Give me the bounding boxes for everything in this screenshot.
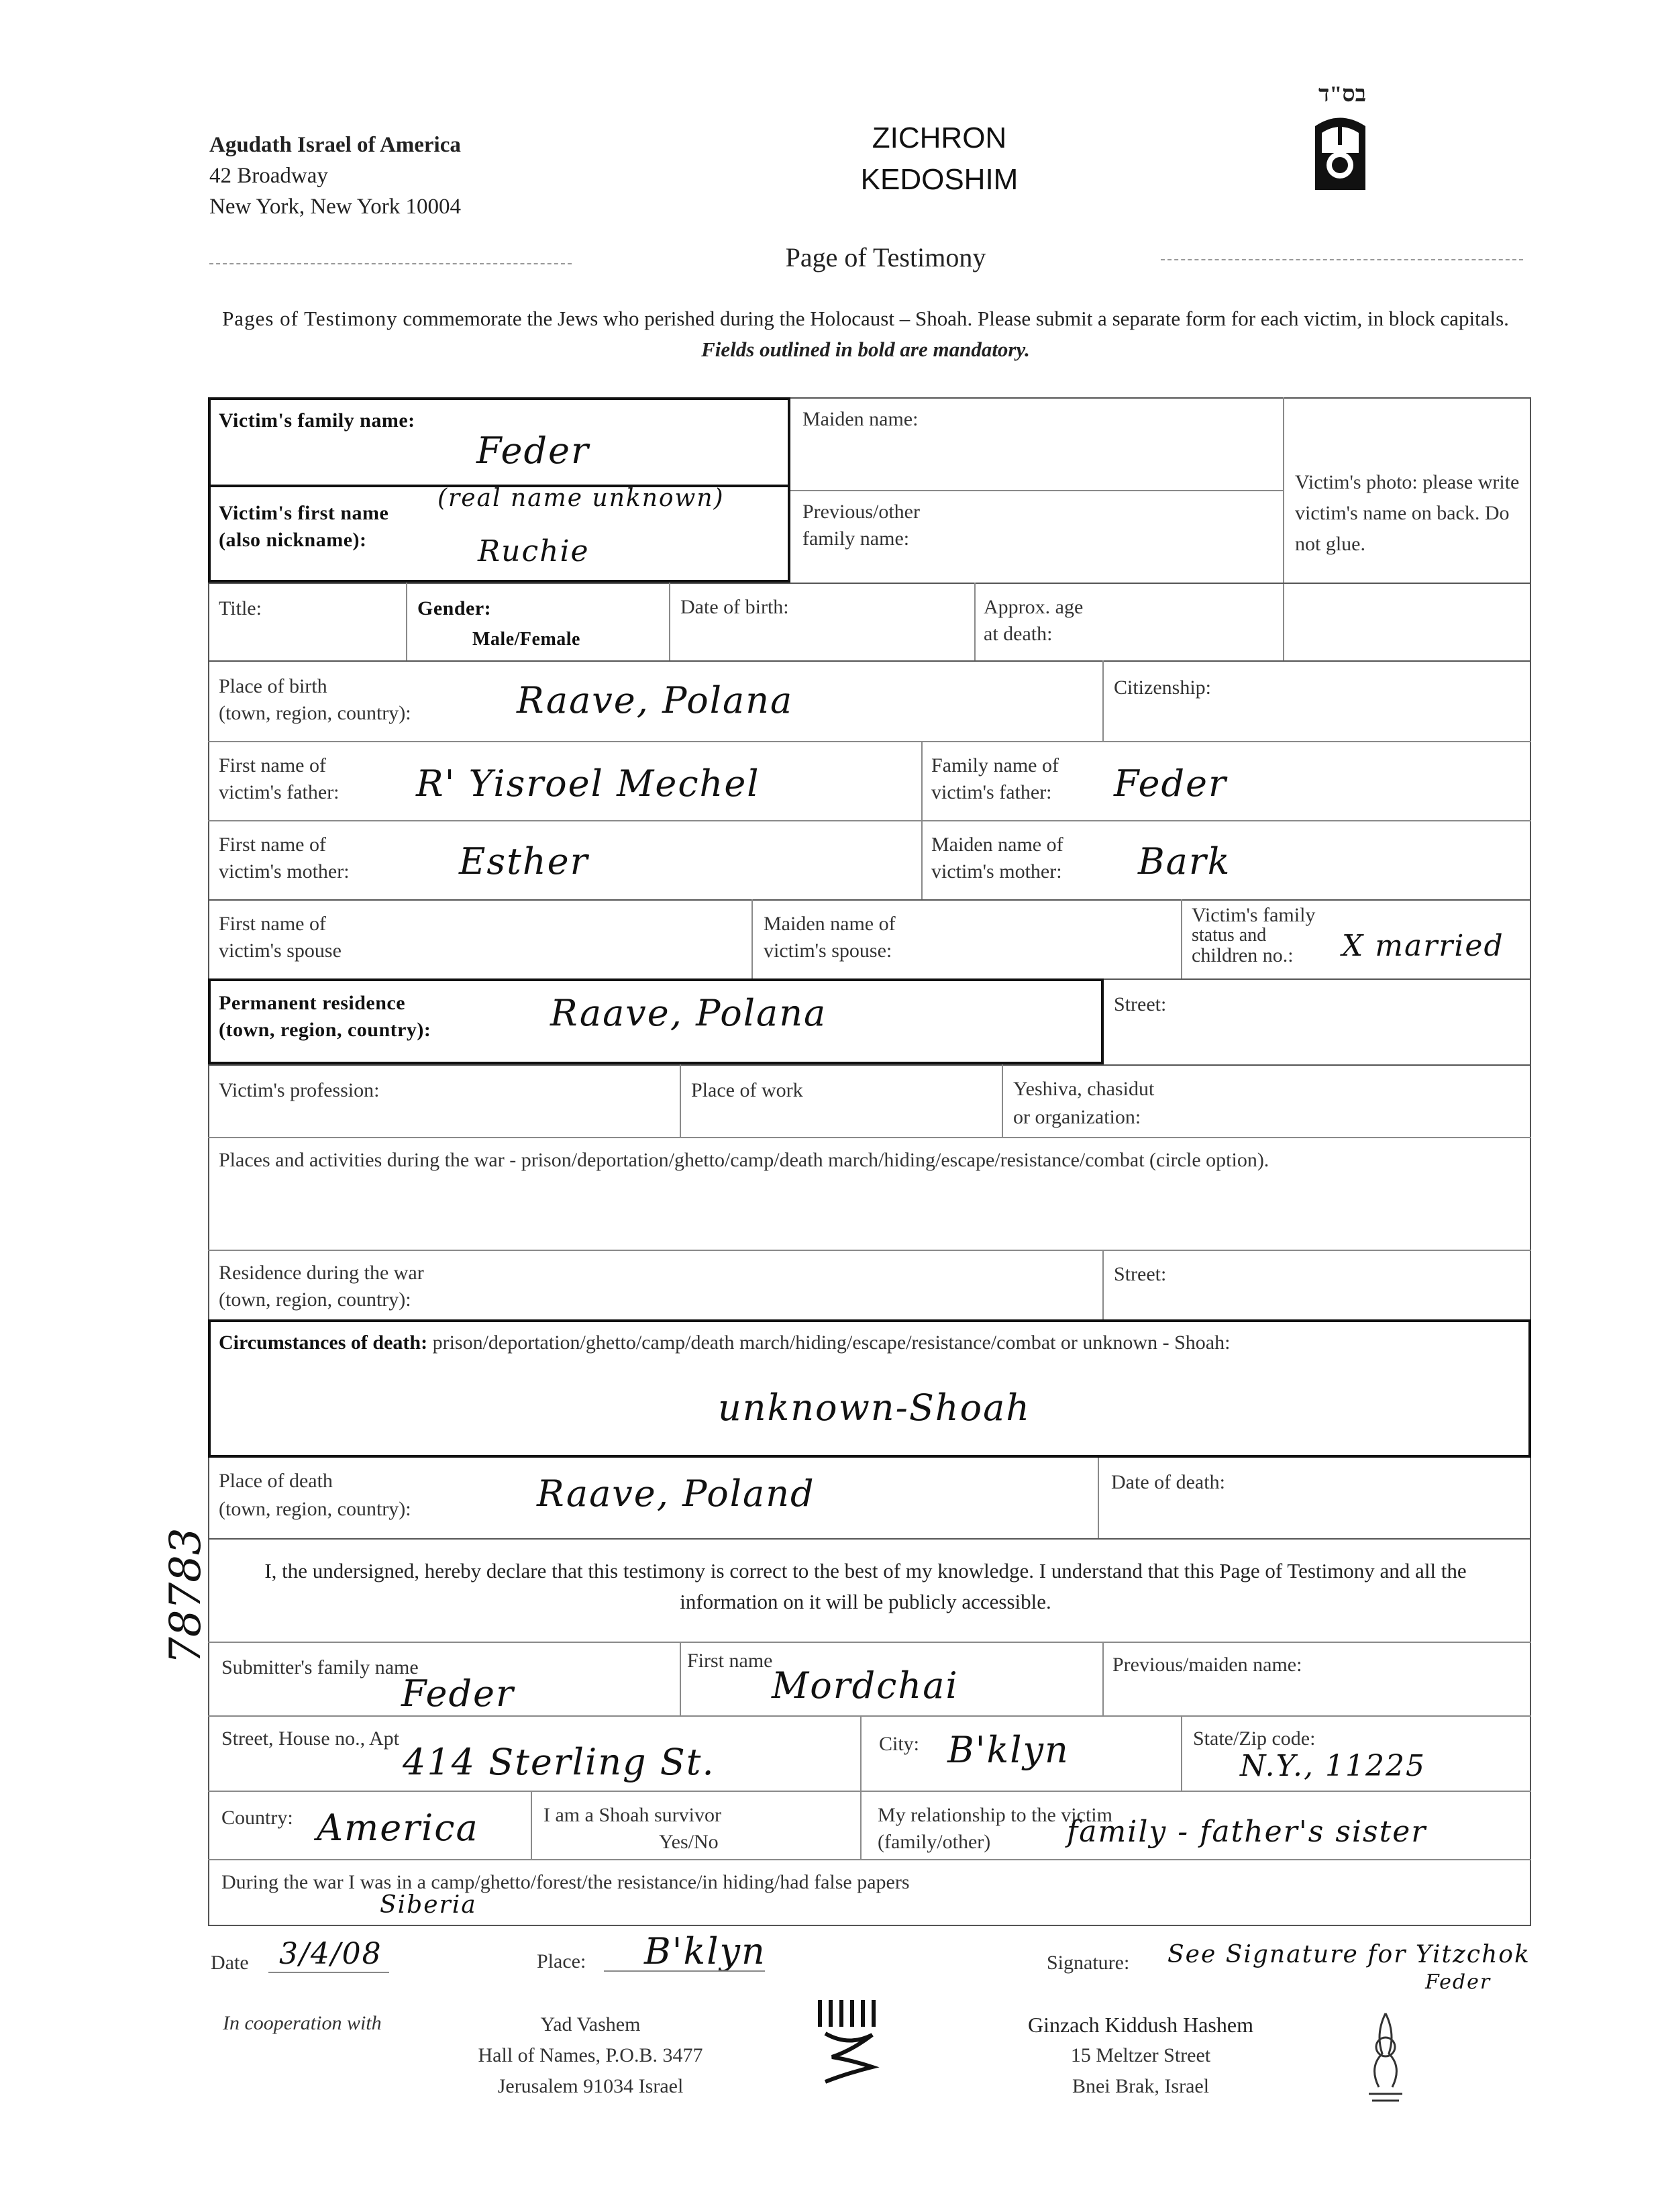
gender-options[interactable]: Male/Female bbox=[472, 629, 580, 650]
org-name: Agudath Israel of America bbox=[209, 133, 461, 157]
label-profession: Victim's profession: bbox=[219, 1079, 380, 1101]
org-logo-icon bbox=[1308, 113, 1372, 193]
label-pob-1: Place of birth bbox=[219, 675, 327, 697]
label-father-family-2: victim's father: bbox=[931, 781, 1052, 803]
label-title: Title: bbox=[219, 597, 262, 619]
label-date: Date bbox=[211, 1952, 249, 1974]
value-father-first: R' Yisroel Mechel bbox=[416, 762, 760, 805]
value-signature: See Signature for Yitzchok bbox=[1167, 1941, 1530, 1968]
label-signature: Signature: bbox=[1047, 1952, 1130, 1974]
label-photo: Victim's photo: please write victim's name on back. Do not glue. bbox=[1295, 471, 1520, 555]
title-line1: ZICHRON bbox=[872, 121, 1007, 154]
org-address-line2: New York, New York 10004 bbox=[209, 195, 461, 219]
label-father-family-1: Family name of bbox=[931, 754, 1059, 776]
value-sub-country: America bbox=[317, 1807, 479, 1849]
label-mother-maiden-1: Maiden name of bbox=[931, 834, 1063, 856]
value-circumstances: unknown-Shoah bbox=[718, 1387, 1031, 1429]
ginzach-logo-icon bbox=[1349, 2007, 1422, 2107]
value-first-name-note: (real name unknown) bbox=[437, 485, 725, 512]
value-first-name: Ruchie bbox=[478, 534, 590, 568]
value-father-family: Feder bbox=[1114, 762, 1227, 805]
value-relationship: family - father's sister bbox=[1067, 1815, 1427, 1849]
label-circumstances bbox=[219, 1330, 1230, 1356]
label-street-2: Street: bbox=[1114, 1263, 1167, 1285]
label-gender: Gender: bbox=[417, 597, 492, 619]
label-circumstances-bold: Circumstances of death: bbox=[219, 1331, 428, 1354]
value-sub-first: Mordchai bbox=[772, 1664, 959, 1707]
value-place: B'klyn bbox=[644, 1930, 766, 1972]
gkh-name: Ginzach Kiddush Hashem bbox=[1028, 2013, 1253, 2037]
page-title: Page of Testimony bbox=[785, 242, 986, 272]
label-family-name: Victim's family name: bbox=[219, 409, 415, 432]
label-fam-status-3: children no.: bbox=[1192, 944, 1294, 966]
footer-yad-vashem bbox=[456, 2009, 725, 2102]
label-pod-2: (town, region, country): bbox=[219, 1498, 411, 1520]
label-pod-1: Place of death bbox=[219, 1470, 333, 1492]
label-dod: Date of death: bbox=[1111, 1471, 1225, 1493]
footer-ginzach bbox=[959, 2009, 1322, 2102]
value-place-of-birth: Raave, Polana bbox=[517, 679, 794, 721]
yad-vashem-logo-icon bbox=[812, 1993, 886, 2087]
label-sub-family: Submitter's family name bbox=[221, 1656, 419, 1678]
label-relationship-1: My relationship to the victim bbox=[878, 1804, 1112, 1826]
label-spouse-first-2: victim's spouse bbox=[219, 940, 342, 962]
footer-cooperation: In cooperation with bbox=[223, 2012, 382, 2034]
label-sub-country: Country: bbox=[221, 1807, 293, 1829]
label-yeshiva-2: or organization: bbox=[1013, 1106, 1141, 1128]
value-sub-street: 414 Sterling St. bbox=[403, 1741, 715, 1783]
gkh-address-2: Bnei Brak, Israel bbox=[1072, 2075, 1210, 2097]
label-sub-street: Street, House no., Apt bbox=[221, 1727, 399, 1750]
intro-emphasis: Fields outlined in bold are mandatory. bbox=[701, 338, 1030, 361]
label-mother-first-1: First name of bbox=[219, 834, 326, 856]
label-first-name-1: Victim's first name bbox=[219, 502, 389, 524]
label-maiden-name: Maiden name: bbox=[802, 408, 919, 430]
value-during-war: Siberia bbox=[380, 1891, 477, 1919]
org-address-line1: 42 Broadway bbox=[209, 164, 328, 188]
value-sub-family: Feder bbox=[401, 1672, 515, 1715]
label-first-name-2: (also nickname): bbox=[219, 529, 367, 551]
label-sub-state: State/Zip code: bbox=[1193, 1727, 1316, 1750]
header-rule-right bbox=[1161, 259, 1523, 260]
yv-address-1: Hall of Names, P.O.B. 3477 bbox=[478, 2044, 703, 2066]
label-sub-first: First name bbox=[687, 1650, 773, 1672]
form-title bbox=[738, 117, 1141, 201]
value-family-name: Feder bbox=[476, 430, 590, 472]
label-age-2: at death: bbox=[984, 623, 1053, 645]
label-pob-2: (town, region, country): bbox=[219, 702, 411, 724]
value-date: 3/4/08 bbox=[279, 1937, 382, 1971]
label-relationship-2: (family/other) bbox=[878, 1831, 991, 1853]
place-underline bbox=[604, 1970, 765, 1972]
side-number: 78783 bbox=[161, 1527, 211, 1664]
label-prev-name-2: family name: bbox=[802, 527, 910, 550]
label-war-places: Places and activities during the war - prison/deportation/ghetto/camp/death march/hiding/escape/resistance/combat (circle option). bbox=[219, 1149, 1269, 1171]
label-mother-maiden-2: victim's mother: bbox=[931, 860, 1062, 883]
label-spouse-maiden-2: victim's spouse: bbox=[764, 940, 892, 962]
survivor-options[interactable]: Yes/No bbox=[659, 1831, 719, 1853]
date-underline bbox=[268, 1972, 389, 1973]
label-mother-first-2: victim's mother: bbox=[219, 860, 350, 883]
value-sub-state: N.Y., 11225 bbox=[1240, 1749, 1426, 1783]
label-prev-name-1: Previous/other bbox=[802, 501, 920, 523]
label-spouse-first-1: First name of bbox=[219, 913, 326, 935]
label-place-of-work: Place of work bbox=[691, 1079, 803, 1101]
label-street: Street: bbox=[1114, 993, 1167, 1015]
label-sub-prev: Previous/maiden name: bbox=[1112, 1654, 1302, 1676]
label-fam-status-2: status and bbox=[1192, 925, 1267, 946]
bsd-mark: בס"ד bbox=[1318, 82, 1366, 107]
label-fam-status-1: Victim's family bbox=[1192, 904, 1316, 926]
label-spouse-maiden-1: Maiden name of bbox=[764, 913, 896, 935]
label-sub-city: City: bbox=[879, 1733, 920, 1755]
intro-lead: Pages of Testimony bbox=[222, 307, 398, 330]
label-place: Place: bbox=[537, 1950, 586, 1972]
label-perm-res-2: (town, region, country): bbox=[219, 1019, 431, 1041]
header-rule-left bbox=[209, 263, 572, 264]
yv-name: Yad Vashem bbox=[540, 2013, 641, 2035]
label-during-war: During the war I was in a camp/ghetto/forest/the resistance/in hiding/had false papers bbox=[221, 1871, 910, 1893]
value-family-status: X married bbox=[1342, 929, 1504, 963]
label-father-first-1: First name of bbox=[219, 754, 326, 776]
title-line2: KEDOSHIM bbox=[860, 163, 1019, 196]
value-mother-first: Esther bbox=[459, 840, 589, 883]
value-perm-residence: Raave, Polana bbox=[550, 992, 827, 1034]
label-perm-res-1: Permanent residence bbox=[219, 992, 406, 1014]
intro-body: commemorate the Jews who perished during the Holocaust – Shoah. Please submit a separate form for each victim, in block capitals. bbox=[397, 307, 1509, 330]
label-dob: Date of birth: bbox=[680, 596, 789, 618]
yv-address-2: Jerusalem 91034 Israel bbox=[497, 2075, 684, 2097]
value-mother-maiden: Bark bbox=[1138, 840, 1231, 883]
value-place-of-death: Raave, Poland bbox=[537, 1472, 815, 1515]
gkh-address-1: 15 Meltzer Street bbox=[1070, 2044, 1211, 2066]
declaration-text: I, the undersigned, hereby declare that this testimony is correct to the best of my knowledge. I understand that this Page of Testimony and all the information on it will be publicly accessible. bbox=[264, 1559, 1467, 1613]
value-signature-2: Feder bbox=[1425, 1970, 1492, 1994]
label-age-1: Approx. age bbox=[984, 596, 1084, 618]
org-address-block bbox=[209, 130, 461, 222]
label-circumstances-options: prison/deportation/ghetto/camp/death march/hiding/escape/resistance/combat or unknown - Shoah: bbox=[427, 1331, 1231, 1354]
label-citizenship: Citizenship: bbox=[1114, 676, 1211, 699]
value-sub-city: B'klyn bbox=[947, 1729, 1070, 1771]
intro-text bbox=[201, 303, 1530, 365]
label-survivor-1: I am a Shoah survivor bbox=[543, 1804, 721, 1826]
label-war-res-1: Residence during the war bbox=[219, 1262, 424, 1284]
label-war-res-2: (town, region, country): bbox=[219, 1289, 411, 1311]
label-father-first-2: victim's father: bbox=[219, 781, 340, 803]
label-yeshiva-1: Yeshiva, chasidut bbox=[1013, 1078, 1155, 1100]
